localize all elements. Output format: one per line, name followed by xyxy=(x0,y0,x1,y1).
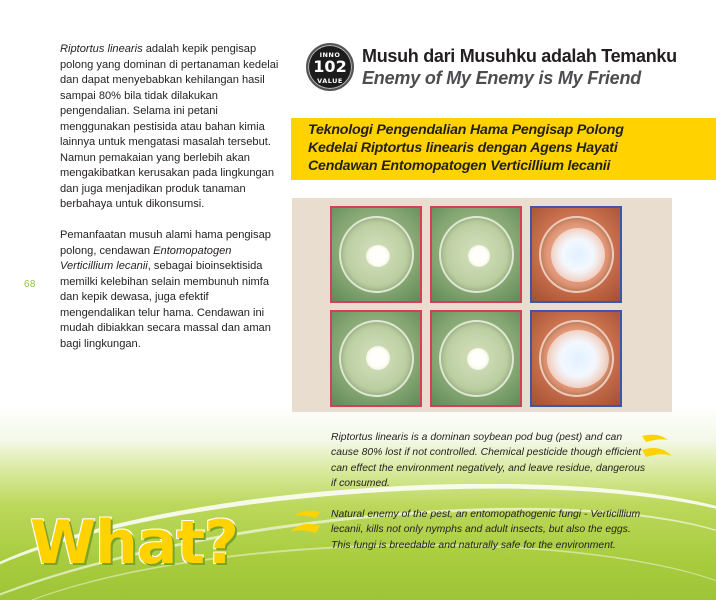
indonesian-text-column xyxy=(60,42,282,368)
inno-value-badge: INNO 102 VALUE xyxy=(306,43,354,91)
english-text-column xyxy=(331,430,651,569)
petri-dish-photo xyxy=(430,206,522,303)
headline-line: Teknologi Pengendalian Hama Pengisap Polong xyxy=(308,122,624,138)
close-quote-icon xyxy=(640,432,674,464)
petri-dish-photo xyxy=(430,310,522,407)
title-indonesian: Musuh dari Musuhku adalah Temanku xyxy=(362,46,677,66)
paragraph: Riptortus linearis adalah kepik pengisap polong yang dominan di pertanaman kedelai dan dapat menyebabkan kehilangan hasil sampai 80% bila tidak dilakukan pengendalian. Selama ini petani menggunakan pestisida atau bahan kimia lainnya untuk mengatasi masalah tersebut. Namun pemakaian yang berlebih akan mengakibatkan kerusakan pada lingkungan dan juga menjadikan produk tanaman berbahaya untuk dikonsumsi. xyxy=(60,43,279,210)
headline-line: Cendawan Entomopatogen Verticillium lecanii xyxy=(308,158,611,174)
paragraph: Natural enemy of the pest, an entomopathogenic fungi - Verticillium lecanii, kills not only nymphs and adult insects, but also the eggs. This fungi is breedable and naturally safe for the environment. xyxy=(331,509,641,551)
headline-line: Kedelai Riptortus linearis dengan Agens Hayati xyxy=(308,140,618,156)
paragraph: Riptortus linearis is a dominan soybean pod bug (pest) and can cause 80% lost if not controlled. Chemical pesticide though efficient can effect the environment negatively, and leave residue, dangerous if consumed. xyxy=(331,432,646,490)
petri-dish-photo xyxy=(330,206,422,303)
petri-dish-photo xyxy=(530,310,622,407)
page-number: 68 xyxy=(24,279,36,290)
title-english: Enemy of My Enemy is My Friend xyxy=(362,68,642,88)
petri-dish-photo-panel xyxy=(292,198,672,412)
species-name: Entomopatogen Verticillium lecanii xyxy=(60,244,232,272)
paragraph: Pemanfaatan musuh alami hama pengisap polong, cendawan Entomopatogen Verticillium lecanii, sebagai bioinsektisida memilki kelebihan selain membunuh nimfa dan kepik dewasa, juga efektif mengendalikan telur hama. Cendawan ini mudah dibiakkan secara massal dan aman bagi lingkungan. xyxy=(60,229,271,350)
open-quote-icon xyxy=(288,506,322,538)
petri-dish-photo xyxy=(530,206,622,303)
petri-dish-photo xyxy=(330,310,422,407)
headline-band xyxy=(291,118,716,180)
what-heading: What? xyxy=(30,508,238,578)
species-name: Riptortus linearis xyxy=(60,43,143,55)
